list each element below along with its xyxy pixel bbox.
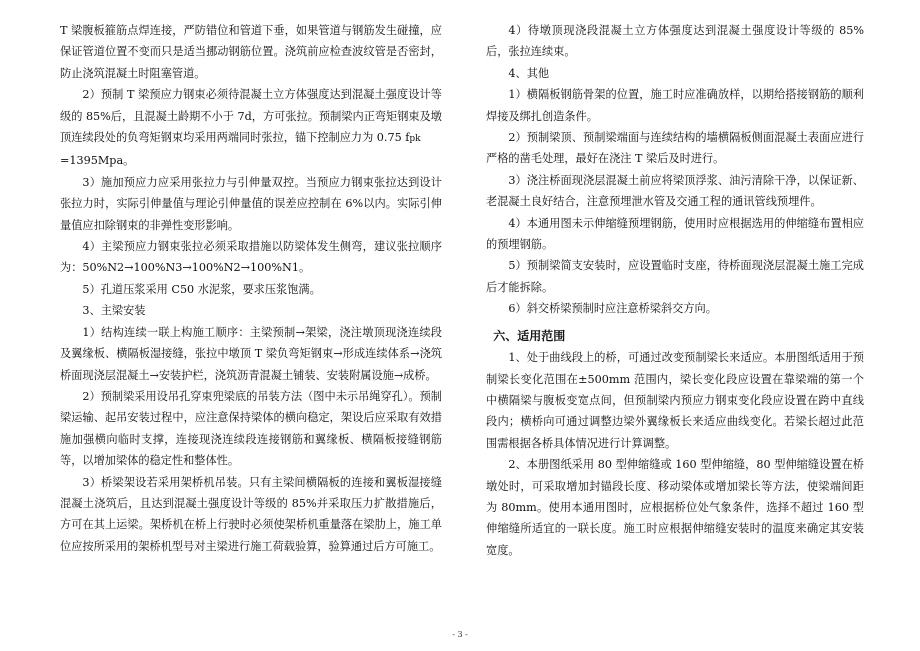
paragraph: 5）预制梁简支安装时，应设置临时支座，待桥面现浇层混凝土施工完成后才能拆除。: [486, 259, 864, 294]
paragraph: T 梁腹板箍筋点焊连接，严防错位和管道下垂，如果管道与钢筋发生碰撞，应保证管道位置不变而只是适当挪动钢筋位置。浇筑前应检查波纹管是否密封，防止浇筑混凝土时阻塞管道。: [60, 24, 442, 80]
section-heading: 3、主梁安装: [82, 304, 146, 318]
paragraph: 1、处于曲线段上的桥，可通过改变预制梁长来适应。本册图纸适用于预制梁长变化范围在±500mm 范围内，梁长变化段应设置在靠梁端的第一个中横隔梁与腹板变宽点间，但预制梁内预应力钢束变化段应设置在跨中直线段内；横桥向可通过调整边梁外翼缘板长来适应曲线变化。若梁长超过此范围需根据各桥具体情况进行计算调整。: [486, 351, 864, 450]
paragraph: 1）横隔板钢筋骨架的位置，施工时应准确放样，以期给搭接钢筋的顺利焊接及绑扎创造条件。: [486, 88, 864, 123]
paragraph: 6）斜交桥梁预制时应注意桥梁斜交方向。: [508, 302, 717, 316]
right-column: [486, 20, 864, 561]
paragraph: 3）桥梁架设若采用架桥机吊装。只有主梁间横隔板的连接和翼板湿接缝混凝土浇筑后，且达到混凝土强度设计等级的 85%并采取压力扩散措施后，方可在其上运梁。架桥机在桥上行驶时必须使架桥机重量落在梁肋上，施工单位应按所采用的架桥机型号对主梁进行施工荷载验算，验算通过后方可施工。: [60, 475, 442, 553]
page-number: - 3 -: [452, 630, 468, 639]
paragraph: 4）待墩顶现浇段混凝土立方体强度达到混凝土强度设计等级的 85%后，张拉连续束。: [486, 24, 864, 59]
paragraph: 4）本通用图未示伸缩缝预埋钢筋，使用时应根据选用的伸缩缝布置相应的预埋钢筋。: [486, 216, 864, 252]
paragraph: 2、本册图纸采用 80 型伸缩缝或 160 型伸缩缝，80 型伸缩缝设置在桥墩处时，可采取增加封锚段长度、移动梁体或增加梁长等方法，使梁端间距为 80mm。使用本通用图时，应根据桥位处气象条件，选择不超过 160 型伸缩缝所适宜的一联长度。施工时应根据伸缩缝安装时的温度来确定其安装宽度。: [486, 458, 864, 557]
chapter-heading: 六、适用范围: [493, 328, 566, 343]
paragraph: 3）浇注桥面现浇层混凝土前应将梁顶浮浆、油污清除干净，以保证新、老混凝土良好结合，注意预埋泄水管及交通工程的通讯管线预埋件。: [486, 173, 864, 209]
paragraph-prestress-tension: [60, 84, 442, 172]
paragraph: 2）预制梁采用设吊孔穿束兜梁底的吊装方法（图中未示吊绳穿孔）。预制梁运输、起吊安装过程中，应注意保持梁体的横向稳定，架设后应采取有效措施加强横向临时支撑，连接现浇连续段连接钢筋和翼缘板、横隔板接缝钢筋等，以增加梁体的稳定性和整体性。: [60, 389, 442, 468]
paragraph: 4）主梁预应力钢束张拉必须采取措施以防梁体发生侧弯，建议张拉顺序为：50%N2→100%N3→100%N2→100%N1。: [60, 240, 442, 275]
section-heading: 4、其他: [508, 66, 550, 80]
left-column: [60, 20, 442, 557]
paragraph-text: =1395Mpa。: [60, 154, 135, 168]
paragraph: 1）结构连续一联上构施工顺序：主梁预制→架梁，浇注墩顶现浇连续段及翼缘板、横隔板湿接缝，张拉中墩顶 T 梁负弯矩钢束→形成连续体系→浇筑桥面现浇层混凝土→安装护栏，浇筑沥青混凝土铺装、安装附属设施→成桥。: [60, 325, 442, 382]
paragraph-text: 2）预制 T 梁预应力钢束必须待混凝土立方体强度达到混凝土强度设计等级的 85%后，且混凝土龄期不小于 7d，方可张拉。预制梁内正弯矩钢束及墩顶连续段处的负弯矩钢束均采用两端同时张拉，锚下控制应力为 0.75 f: [60, 88, 442, 145]
paragraph: 3）施加预应力应采用张拉力与引伸量双控。当预应力钢束张拉达到设计张拉力时，实际引伸量值与理论引伸量值的误差应控制在 6%以内。实际引伸量值应扣除钢束的非弹性变形影响。: [60, 175, 442, 232]
paragraph: 5）孔道压浆采用 C50 水泥浆，要求压浆饱满。: [82, 282, 321, 296]
paragraph: 2）预制梁顶、预制梁端面与连续结构的墙横隔板侧面混凝土表面应进行严格的凿毛处理，最好在浇注 T 梁后及时进行。: [486, 131, 864, 166]
subscript: pk: [409, 134, 421, 145]
